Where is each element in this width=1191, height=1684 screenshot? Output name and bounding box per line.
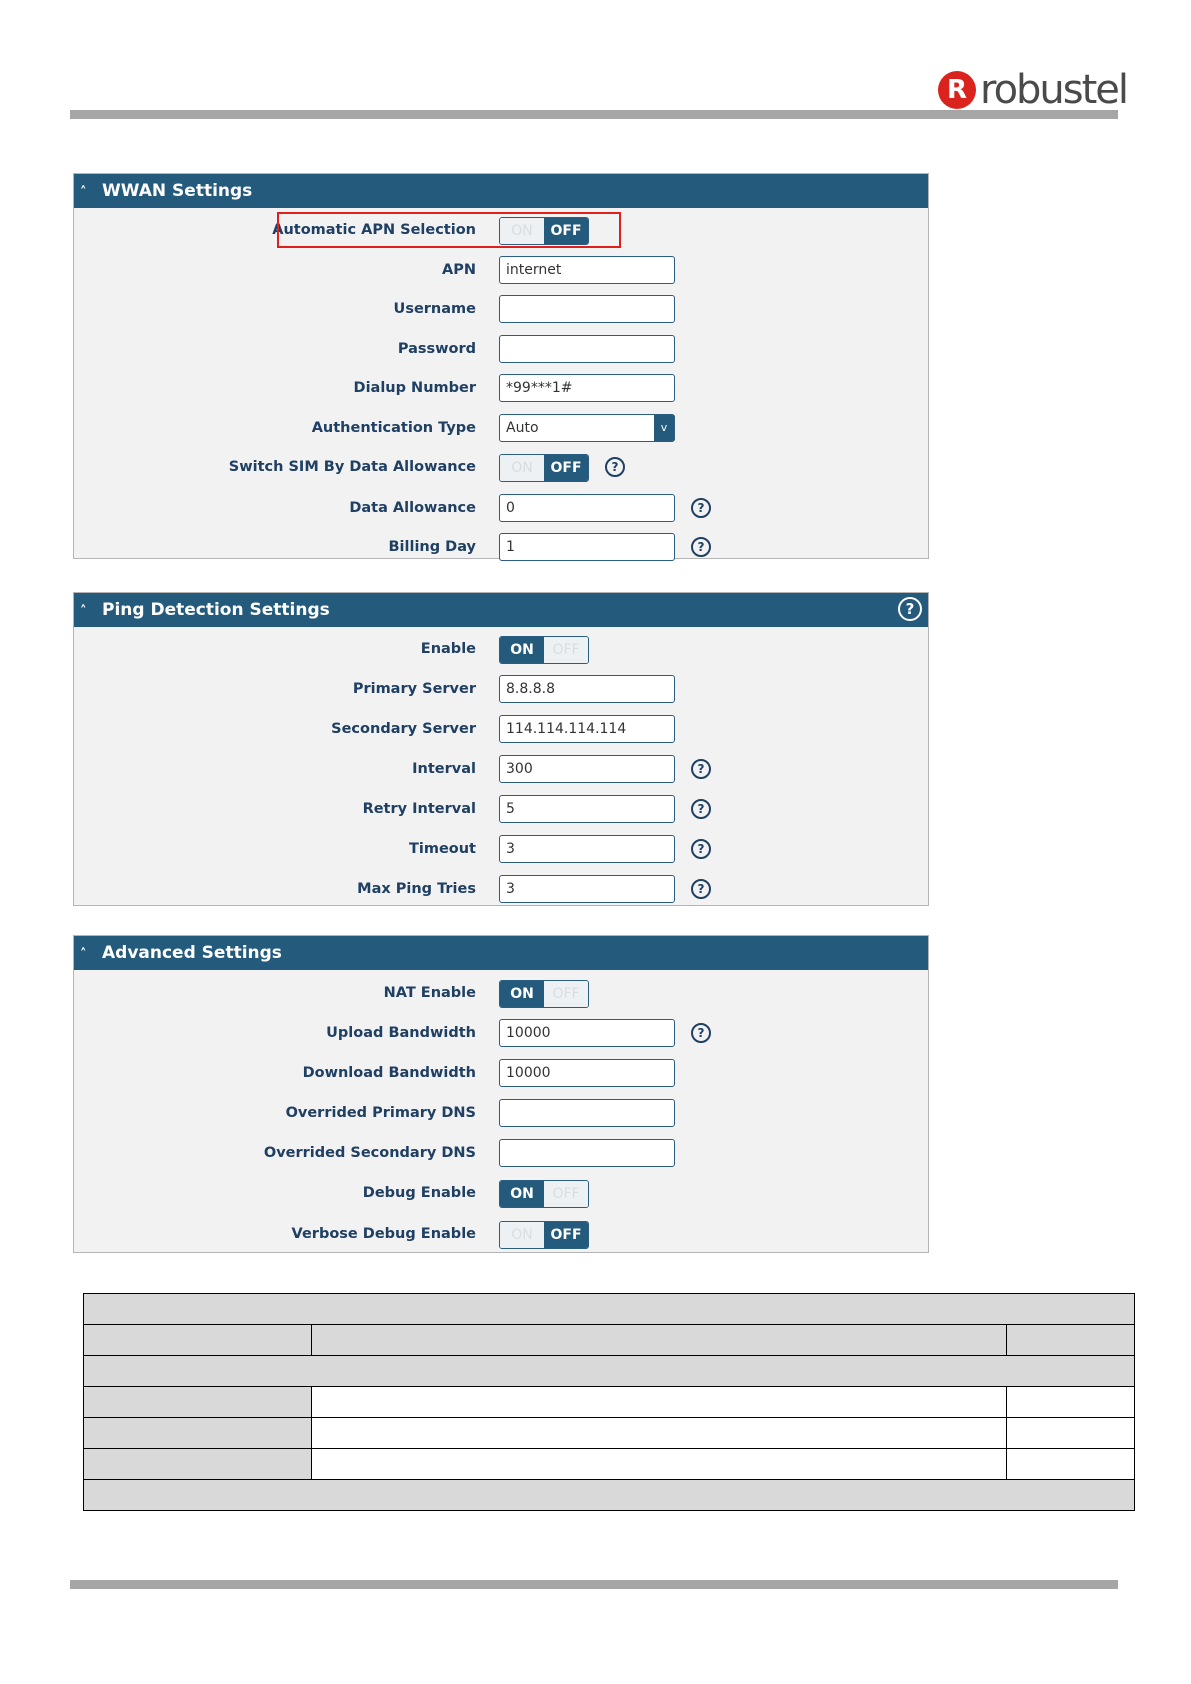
chevron-up-icon: ˄ [80, 184, 87, 200]
toggle-on-option[interactable]: ON [500, 981, 544, 1007]
form-row-overrided-primary-dns [74, 1097, 928, 1129]
toggle-on-option[interactable]: ON [500, 1222, 544, 1248]
form-row-billing-day [74, 531, 928, 563]
field-label: Dialup Number [353, 380, 476, 396]
form-row-primary-server [74, 673, 928, 705]
field-label: Billing Day [388, 539, 476, 555]
table-row [84, 1356, 1135, 1387]
form-row-data-allowance [74, 492, 928, 524]
robustel-logo-icon: R [938, 71, 976, 109]
field-label: APN [442, 262, 476, 278]
help-icon[interactable]: ? [691, 759, 711, 779]
help-icon[interactable]: ? [691, 537, 711, 557]
table-row [84, 1294, 1135, 1325]
field-label: Overrided Secondary DNS [263, 1145, 476, 1161]
field-label: Upload Bandwidth [326, 1025, 476, 1041]
form-row-overrided-secondary-dns [74, 1137, 928, 1169]
table-cell [312, 1325, 1007, 1356]
max-ping-tries-input[interactable] [499, 875, 675, 903]
table-cell [84, 1480, 1135, 1511]
toggle-on-option[interactable]: ON [500, 1181, 544, 1207]
authentication-type-select[interactable] [499, 414, 675, 442]
form-row-upload-bandwidth [74, 1017, 928, 1049]
toggle-off-option[interactable]: OFF [544, 455, 588, 481]
form-row-debug-enable [74, 1177, 928, 1209]
field-label: Overrided Primary DNS [285, 1105, 476, 1121]
form-row-download-bandwidth [74, 1057, 928, 1089]
help-icon[interactable]: ? [691, 799, 711, 819]
field-label: Max Ping Tries [357, 881, 476, 897]
advanced-settings-panel [73, 935, 929, 1253]
verbose-debug-enable-toggle[interactable] [499, 1221, 589, 1249]
form-row-max-ping-tries [74, 873, 928, 905]
field-label: Timeout [408, 841, 476, 857]
highlight-box [277, 212, 621, 248]
field-label: Username [393, 301, 476, 317]
download-bandwidth-input[interactable] [499, 1059, 675, 1087]
help-icon[interactable]: ? [898, 597, 922, 621]
switch-sim-by-data-allowance-toggle[interactable] [499, 454, 589, 482]
table-cell [84, 1387, 312, 1418]
robustel-logo [938, 66, 1127, 114]
table-cell [312, 1387, 1007, 1418]
table-cell [84, 1294, 1135, 1325]
field-label: Authentication Type [311, 420, 476, 436]
table-cell [84, 1418, 312, 1449]
ping-detection-header[interactable] [74, 593, 928, 627]
ping-detection-title: Ping Detection Settings [102, 600, 330, 620]
dialup-number-input[interactable] [499, 374, 675, 402]
form-row-switch-sim-by-data-allowance [74, 451, 928, 483]
form-row-username [74, 293, 928, 325]
table-cell [1007, 1449, 1135, 1480]
blank-table [83, 1293, 1135, 1511]
table-cell [1007, 1387, 1135, 1418]
field-label: Download Bandwidth [302, 1065, 476, 1081]
username-input[interactable] [499, 295, 675, 323]
field-label: Password [397, 341, 476, 357]
table-row [84, 1325, 1135, 1356]
toggle-on-option[interactable]: ON [500, 455, 544, 481]
field-label: Verbose Debug Enable [291, 1226, 476, 1242]
form-row-timeout [74, 833, 928, 865]
form-row-interval [74, 753, 928, 785]
form-row-automatic-apn-selection [74, 214, 928, 246]
field-label: Debug Enable [362, 1185, 476, 1201]
help-icon[interactable]: ? [605, 457, 625, 477]
footer-rule [70, 1580, 1118, 1589]
select-value: Auto [506, 420, 539, 436]
help-icon[interactable]: ? [691, 498, 711, 518]
field-label: Interval [412, 761, 476, 777]
field-label: Secondary Server [331, 721, 476, 737]
secondary-server-input[interactable] [499, 715, 675, 743]
form-row-dialup-number [74, 372, 928, 404]
form-row-nat-enable [74, 977, 928, 1009]
upload-bandwidth-input[interactable] [499, 1019, 675, 1047]
help-icon[interactable]: ? [691, 879, 711, 899]
field-label: NAT Enable [383, 985, 476, 1001]
field-label: Switch SIM By Data Allowance [228, 459, 476, 475]
data-allowance-input[interactable] [499, 494, 675, 522]
chevron-up-icon: ˄ [80, 603, 87, 619]
interval-input[interactable] [499, 755, 675, 783]
toggle-on-option[interactable]: ON [500, 218, 544, 244]
field-label: Automatic APN Selection [272, 222, 476, 238]
table-cell [84, 1449, 312, 1480]
ping-detection-panel [73, 592, 929, 906]
overrided-primary-dns-input[interactable] [499, 1099, 675, 1127]
enable-toggle[interactable] [499, 636, 589, 664]
advanced-settings-header[interactable] [74, 936, 928, 970]
nat-enable-toggle[interactable] [499, 980, 589, 1008]
table-cell [84, 1356, 1135, 1387]
timeout-input[interactable] [499, 835, 675, 863]
table-row [84, 1480, 1135, 1511]
field-label: Primary Server [352, 681, 476, 697]
table-row [84, 1449, 1135, 1480]
billing-day-input[interactable] [499, 533, 675, 561]
form-row-secondary-server [74, 713, 928, 745]
toggle-on-option[interactable]: ON [500, 637, 544, 663]
field-label: Enable [420, 641, 476, 657]
debug-enable-toggle[interactable] [499, 1180, 589, 1208]
help-icon[interactable]: ? [691, 1023, 711, 1043]
form-row-verbose-debug-enable [74, 1218, 928, 1250]
toggle-off-option[interactable]: OFF [544, 981, 588, 1007]
password-input[interactable] [499, 335, 675, 363]
table-cell [1007, 1325, 1135, 1356]
chevron-down-icon: v [654, 415, 674, 441]
table-cell [312, 1449, 1007, 1480]
primary-server-input[interactable] [499, 675, 675, 703]
retry-interval-input[interactable] [499, 795, 675, 823]
table-row [84, 1387, 1135, 1418]
form-row-password [74, 333, 928, 365]
wwan-settings-title: WWAN Settings [102, 181, 253, 201]
table-row [84, 1418, 1135, 1449]
toggle-off-option[interactable]: OFF [544, 1222, 588, 1248]
help-icon[interactable]: ? [691, 839, 711, 859]
toggle-off-option[interactable]: OFF [544, 218, 588, 244]
table-cell [1007, 1418, 1135, 1449]
table-cell [84, 1325, 312, 1356]
form-row-enable [74, 633, 928, 665]
overrided-secondary-dns-input[interactable] [499, 1139, 675, 1167]
form-row-apn [74, 254, 928, 286]
advanced-settings-title: Advanced Settings [102, 943, 282, 963]
field-label: Retry Interval [362, 801, 476, 817]
wwan-settings-panel [73, 173, 929, 559]
toggle-off-option[interactable]: OFF [544, 1181, 588, 1207]
form-row-authentication-type [74, 412, 928, 444]
chevron-up-icon: ˄ [80, 946, 87, 962]
brand-name: robustel [980, 67, 1128, 113]
toggle-off-option[interactable]: OFF [544, 637, 588, 663]
table-cell [312, 1418, 1007, 1449]
form-row-retry-interval [74, 793, 928, 825]
apn-input[interactable] [499, 256, 675, 284]
field-label: Data Allowance [349, 500, 476, 516]
wwan-settings-header[interactable] [74, 174, 928, 208]
